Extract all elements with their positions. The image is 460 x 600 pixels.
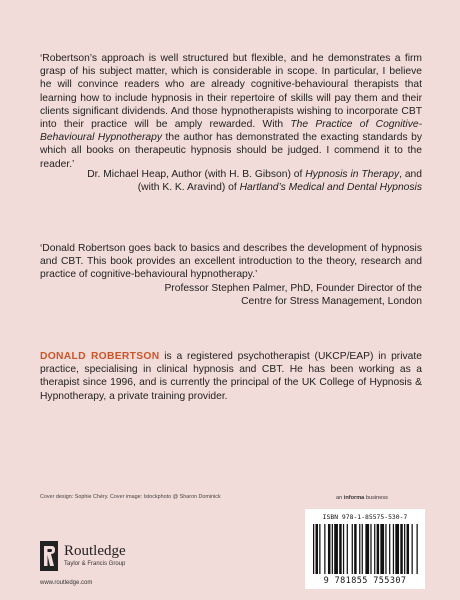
informa-name: informa	[343, 495, 365, 501]
routledge-mark-icon	[40, 541, 58, 571]
informa-prefix: an	[336, 495, 344, 501]
review-quote-palmer-text: ‘Donald Robertson goes back to basics and describes the development of hypnosis and CBT. This book provides an excellent introduction to the theory, research and practice of cognitive-behavioural hypnotherapy.’	[40, 243, 422, 281]
isbn-label: ISBN 978-1-85575-530-7	[322, 513, 408, 521]
attribution-line: Centre for Stress Management, London	[241, 296, 422, 308]
routledge-logo	[40, 541, 150, 581]
author-bio	[40, 350, 422, 403]
publisher-subtitle: Taylor & Francis Group	[64, 561, 126, 567]
barcode	[305, 509, 425, 589]
cover-credits: Cover design: Sophie Chéry. Cover image: Istockphoto @ Sharon Dominick	[40, 494, 221, 500]
review-quote-heap	[40, 52, 422, 171]
attribution-book-title: Hypnosis in Therapy	[305, 169, 400, 180]
attribution-text: , and	[399, 169, 422, 180]
attribution-text: (with K. K. Aravind) of	[137, 182, 240, 194]
attribution-book-title: Hartland’s Medical and Dental Hypnosis	[239, 182, 422, 194]
publisher-website: www.routledge.com	[40, 580, 93, 586]
review-quote-palmer	[40, 242, 422, 282]
attribution-line: Professor Stephen Palmer, PhD, Founder Director of the	[164, 283, 422, 294]
review-quote-heap-text-end: the author has demonstrated the exacting standards by which all books on therapeutic hypnosis should be judged. I commend it to the reader.’	[40, 132, 422, 170]
attribution-text: Dr. Michael Heap, Author (with H. B. Gibson) of	[87, 169, 306, 180]
review-attribution-palmer	[62, 282, 422, 308]
review-attribution-heap	[62, 168, 422, 194]
barcode-bars-icon	[313, 524, 419, 574]
author-name: DONALD ROBERTSON	[40, 351, 160, 362]
informa-business-tag	[336, 495, 388, 501]
attribution-line	[62, 181, 422, 194]
barcode-digits: 9 781855 755307	[323, 576, 407, 586]
review-quote-heap-text-start: ‘Robertson’s approach is well structured but flexible, and he demonstrates a firm grasp of his subject matter, which is considerable in scope. In particular, I believe he will convince readers who are already cognitive-behavioural therapists that learning how to include hypnosis in their repertoire of skills will pay them and their clients significant dividends. And those hypnotherapists wishing to incorporate CBT into their practice will be amply rewarded. With	[40, 53, 422, 131]
informa-suffix: business	[364, 495, 388, 501]
review-quote-heap-book-title: The Practice of Cognitive-Behavioural Hypnotherapy	[40, 119, 422, 144]
author-bio-text: is a registered psychotherapist (UKCP/EAP) in private practice, specialising in clinical hypnosis and CBT. He has been working as a therapist since 1996, and is currently the principal of the UK College of Hypnosis & Hypnotherapy, a private training provider.	[40, 351, 422, 402]
publisher-name: Routledge	[64, 543, 126, 559]
attribution-line	[62, 168, 422, 181]
